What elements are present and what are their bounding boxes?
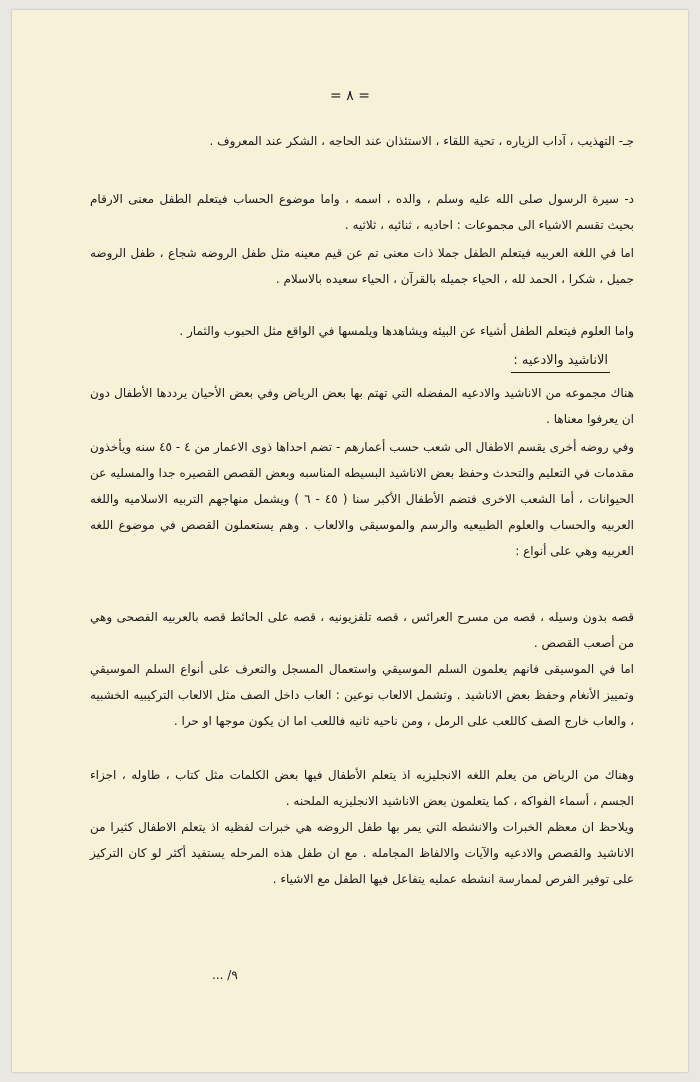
english-paragraph: وهناك من الرياض من يعلم اللغه الانجليزيه اذ يتعلم الأطفال فيها بعض الكلمات مثل كتاب ، طاوله ، اجزاء الجسم ، أسماء الفواكه ، كما يتعلمون بعض الاناشيد الانجليزيه الملحنه . (90, 768, 634, 808)
language-paragraph: اما في اللغه العربيه فيتعلم الطفل جملا ذات معنى تم عن قيم معينه مثل طفل الروضه شجاع ، طفل الروضه جميل ، شكرا ، الحمد لله ، الحياء جميله بالقرآن ، الحياء سعيده بالاسلام . (90, 246, 634, 286)
document-page (12, 10, 688, 1072)
section-j-paragraph: جـ- التهذيب ، آداب الزياره ، تحية اللقاء ، الاستئذان عند الحاجه ، الشكر عند المعروف . (209, 134, 634, 148)
songs-paragraph-1: هناك مجموعه من الاناشيد والادعيه المفضله التي تهتم بها بعض الرياض وفي بعض الأحيان يرددها الأطفال دون ان يعرفوا معناها . (90, 386, 634, 426)
music-paragraph: اما في الموسيقى فانهم يعلمون السلم الموسيقي واستعمال المسجل والتعرف على أنواع السلم الموسيقي وتمييز الأنغام وحفظ بعض الاناشيد . وتشمل الالعاب نوعين : العاب داخل الصف مثل الالعاب التركيبيه الخشبيه ، والعاب خارج الصف كاللعب على الرمل ، ومن ناحيه ثانيه فاللعب اما ان يكون موجها او حرا . (90, 662, 634, 728)
page-footer: ٩/ ... (212, 968, 238, 982)
stories-paragraph: قصه بدون وسيله ، قصه من مسرح العرائس ، قصه تلفزيونيه ، قصه على الحائط قصه بالعربيه الفصحى وهي من أصعب القصص . (90, 610, 634, 650)
songs-paragraph-2: وفي روضه أخرى يقسم الاطفال الى شعب حسب أعمارهم - تضم احداها ذوى الاعمار من ٤ - ٤٥ سنه ويأخذون مقدمات في التعليم والتحدث وحفظ بعض الاناشيد البسيطه المناسبه وبعض القصص القصيره جدا والمسليه عن الحيوانات ، أما الشعب الاخرى فتضم الأطفال الأكبر سنا ( ٤٥ - ٦ ) ويشمل منهاجهم التربيه الاسلاميه واللغه العربيه والحساب والعلوم الطبيعيه والرسم والموسيقى والالعاب . وهم يستعملون القصص في موضوع اللغه العربيه وهي على أنواع : (90, 440, 634, 558)
observation-paragraph: ويلاحظ ان معظم الخبرات والانشطه التي يمر بها طفل الروضه هي خبرات لفظيه اذ يتعلم الاطفال كثيرا من الاناشيد والقصص والادعيه والآيات والالفاظ المجامله . مع ان طفل هذه المرحله يستفيد أكثر لو كان التركيز على توفير الفرص لممارسة انشطه عمليه يتفاعل فيها الطفل مع الاشياء . (90, 820, 634, 886)
science-paragraph: واما العلوم فيتعلم الطفل أشياء عن البيئه ويشاهدها ويلمسها في الواقع مثل الحبوب والثمار . (179, 324, 634, 338)
songs-heading: الاناشيد والادعيه : (511, 350, 610, 373)
page-number: = ٨ = (330, 88, 370, 104)
section-d-paragraph: د- سيرة الرسول صلى الله عليه وسلم ، والده ، اسمه ، واما موضوع الحساب فيتعلم الطفل معنى الارقام بحيث تقسم الاشياء الى مجموعات : احاديه ، ثنائيه ، ثلاثيه . (90, 192, 634, 232)
